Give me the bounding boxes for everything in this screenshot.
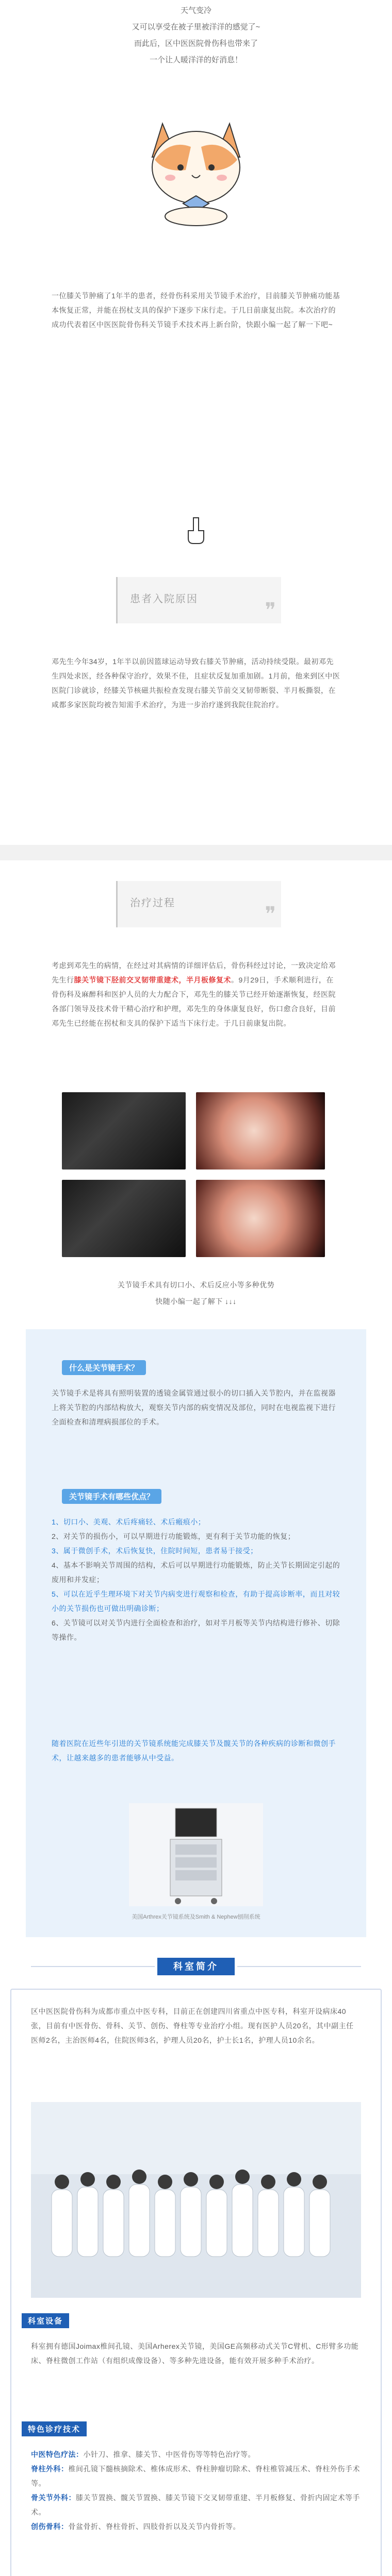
section2-body	[52, 958, 340, 1030]
advantage-caption-1: 关节镜手术具有切口小、术后反应小等多种优势	[117, 1281, 275, 1289]
mri-image-2	[62, 1180, 186, 1257]
intro-line-2: 又可以享受在被子里被洋洋的感觉了~	[132, 23, 260, 31]
dept-intro: 区中医医院骨伤科为成都市重点中医专科，目前正在创建四川省重点中医专科，科室开设病床40张，目前有中医骨伤、骨科、关节、创伤、脊柱等专业治疗小组。现有医护人员20名，其中副主任医师2名，主治医师4名，住院医师3名，护理人员20名，护士长1名，护理人员10余名。	[31, 2007, 354, 2044]
special-item-label: 创伤骨科：	[31, 2522, 69, 2531]
special-list	[31, 2447, 361, 2534]
equipment-body: 科室拥有德国Joimax椎间孔镜、美国Arherex关节镜，美国GE高频移动式关节C臂机、C形臂多功能床、脊柱微创工作站（有组织成像设备）、等多种先进设备，能有效开展多种手术治疗。	[31, 2342, 359, 2365]
special-item	[31, 2447, 361, 2462]
qa2-item-1: 1、切口小、美观、术后疼痛轻、术后瘢痕小；	[52, 1518, 206, 1526]
dept-banner	[0, 1958, 392, 1989]
cat-illustration	[134, 108, 258, 227]
section-title-admission: 患者入院原因	[130, 594, 198, 605]
special-item-label: 中医特色疗法：	[31, 2450, 84, 2459]
qa2-item-3: 3、属于微创手术，术后恢复快，住院时间短，患者易于接受；	[52, 1547, 258, 1555]
special-item-label: 脊柱外科：	[31, 2465, 69, 2473]
quote-mark-icon: ❞	[265, 599, 276, 622]
intro-line-3: 而此后，区中医医院骨伤科也带来了	[134, 39, 258, 48]
qa2-list	[52, 1515, 340, 1645]
qa2-item-6: 6、关节镜可以对关节内进行全面检查和治疗，如对半月板等关节内结构进行修补、切除等操作。	[52, 1619, 340, 1641]
equipment-tag: 科室设备	[22, 2313, 69, 2328]
section-separator	[0, 845, 392, 860]
special-item-text: 膝关节置换、髋关节置换、膝关节镜下交叉韧带重建、半月板修复、骨折内固定术等手术。	[31, 2494, 360, 2516]
qa2-item-2: 2、对关节的损伤小，可以早期进行功能锻炼，更有利于关节功能的恢复；	[52, 1532, 296, 1540]
divider-right	[237, 1966, 361, 1967]
qa1-question-pill: 什么是关节镜手术？	[62, 1360, 146, 1375]
divider-left	[31, 1966, 155, 1967]
section2-body-part-a: 考虑到邓先生的病情，在经过对其病情的详细评估后，骨伤科经过讨论，一致决定给邓先生行	[52, 961, 336, 984]
advantage-caption-2: 快随小编一起了解下 ↓↓↓	[155, 1297, 237, 1306]
special-item-text: 小针刀、推拿、膝关节、中医骨伤等等特色治疗等。	[83, 2450, 255, 2459]
section2-body-part-b: 。9月29日，手术顺利进行，在骨伤科及麻醉科和医护人员的大力配合下，邓先生的膝关节已经开始逐渐恢复，经医院各部门领导及技术骨干精心治疗和护理，邓先生的身体康复良好，伤口愈合良好，目前邓先生已经能在拐杖和支具的保护下适当下床行走。于几日前康复出院。	[52, 976, 336, 1027]
qa2-item-4: 4、基本不影响关节周围的结构，术后可以早期进行功能锻炼，防止关节长期固定引起的废用和并发症；	[52, 1561, 340, 1584]
quote-mark-icon: ❞	[265, 903, 276, 926]
qa2-item-5: 5、可以在近乎生理环境下对关节内病变进行观察和检查，有助于提高诊断率，而且对较小的关节损伤也可做出明确诊断；	[52, 1590, 340, 1613]
mri-image-1	[62, 1092, 186, 1170]
qa2-closing: 随着医院在近些年引进的关节镜系统能完成膝关节及髋关节的各种疾病的诊断和微创手术，让越来越多的患者能够从中受益。	[52, 1739, 336, 1762]
qa1-answer: 关节镜手术是将具有照明装置的透镜金属管通过很小的切口插入关节腔内，并在监视器上将关节腔的内部结构放大，观察关节内部的病变情况及部位，同时在电视监视下进行全面检查和清理病损部位的手术。	[52, 1389, 336, 1426]
section-title-treatment: 治疗过程	[130, 897, 175, 909]
qa2-question-pill: 关节镜手术有哪些优点？	[62, 1489, 161, 1504]
equipment-photo	[129, 1803, 263, 1906]
special-item	[31, 2490, 361, 2519]
arthroscopy-image-1	[196, 1092, 325, 1170]
special-tag: 特色诊疗技术	[22, 2421, 87, 2436]
special-item-label: 骨关节外科：	[31, 2494, 76, 2502]
team-photo	[31, 2102, 361, 2298]
pointing-hand-icon	[183, 515, 209, 546]
special-item-text: 骨盆骨折、脊柱骨折、四肢骨折以及关节内骨折等。	[68, 2522, 240, 2531]
section-header-admission	[116, 577, 281, 623]
special-item	[31, 2519, 361, 2534]
intro-line-4: 一个让人暖洋洋的好消息！	[149, 56, 242, 64]
case-intro-paragraph: 一位膝关节肿痛了1年半的患者，经骨伤科采用关节镜手术治疗，目前膝关节肿痛功能基本恢复正常，并能在拐杖支具的保护下逐步下床行走。于几日前康复出院。本次治疗的成功代表着区中医医院骨伤科关节镜手术技术再上新台阶，快跟小编一起了解一下吧~	[52, 292, 340, 329]
special-item	[31, 2462, 361, 2490]
section-header-treatment	[116, 881, 281, 927]
arthroscopy-image-2	[196, 1180, 325, 1257]
intro-block	[0, 0, 392, 77]
intro-line-1: 天气变冷	[180, 6, 211, 15]
special-item-text: 椎间孔镜下髓核摘除术、椎体成形术、脊柱肿瘤切除术、脊柱椎管减压术、脊柱外伤手术等。	[31, 2465, 360, 2487]
section1-body: 邓先生今年34岁，1年半以前因篮球运动导致右膝关节肿痛，活动持续受限。最初邓先生四处求医，经各种保守治疗，效果不佳，且症状反复加重加剧。1月前，他来到区中医医院门诊就诊，经膝关节核磁共振检查发现右膝关节前交叉韧带断裂、半月板撕裂，在咸都多家医院均被告知需手术治疗，为进一步治疗遂到我院住院治疗。	[52, 657, 340, 709]
equipment-caption: 美国Arthrex关节镜系统及Smith & Nephew刨削系统	[132, 1914, 260, 1920]
dept-title: 科室简介	[157, 1958, 235, 1975]
section2-highlight: 膝关节镜下胫前交叉韧带重建术，半月板修复术	[74, 976, 231, 984]
